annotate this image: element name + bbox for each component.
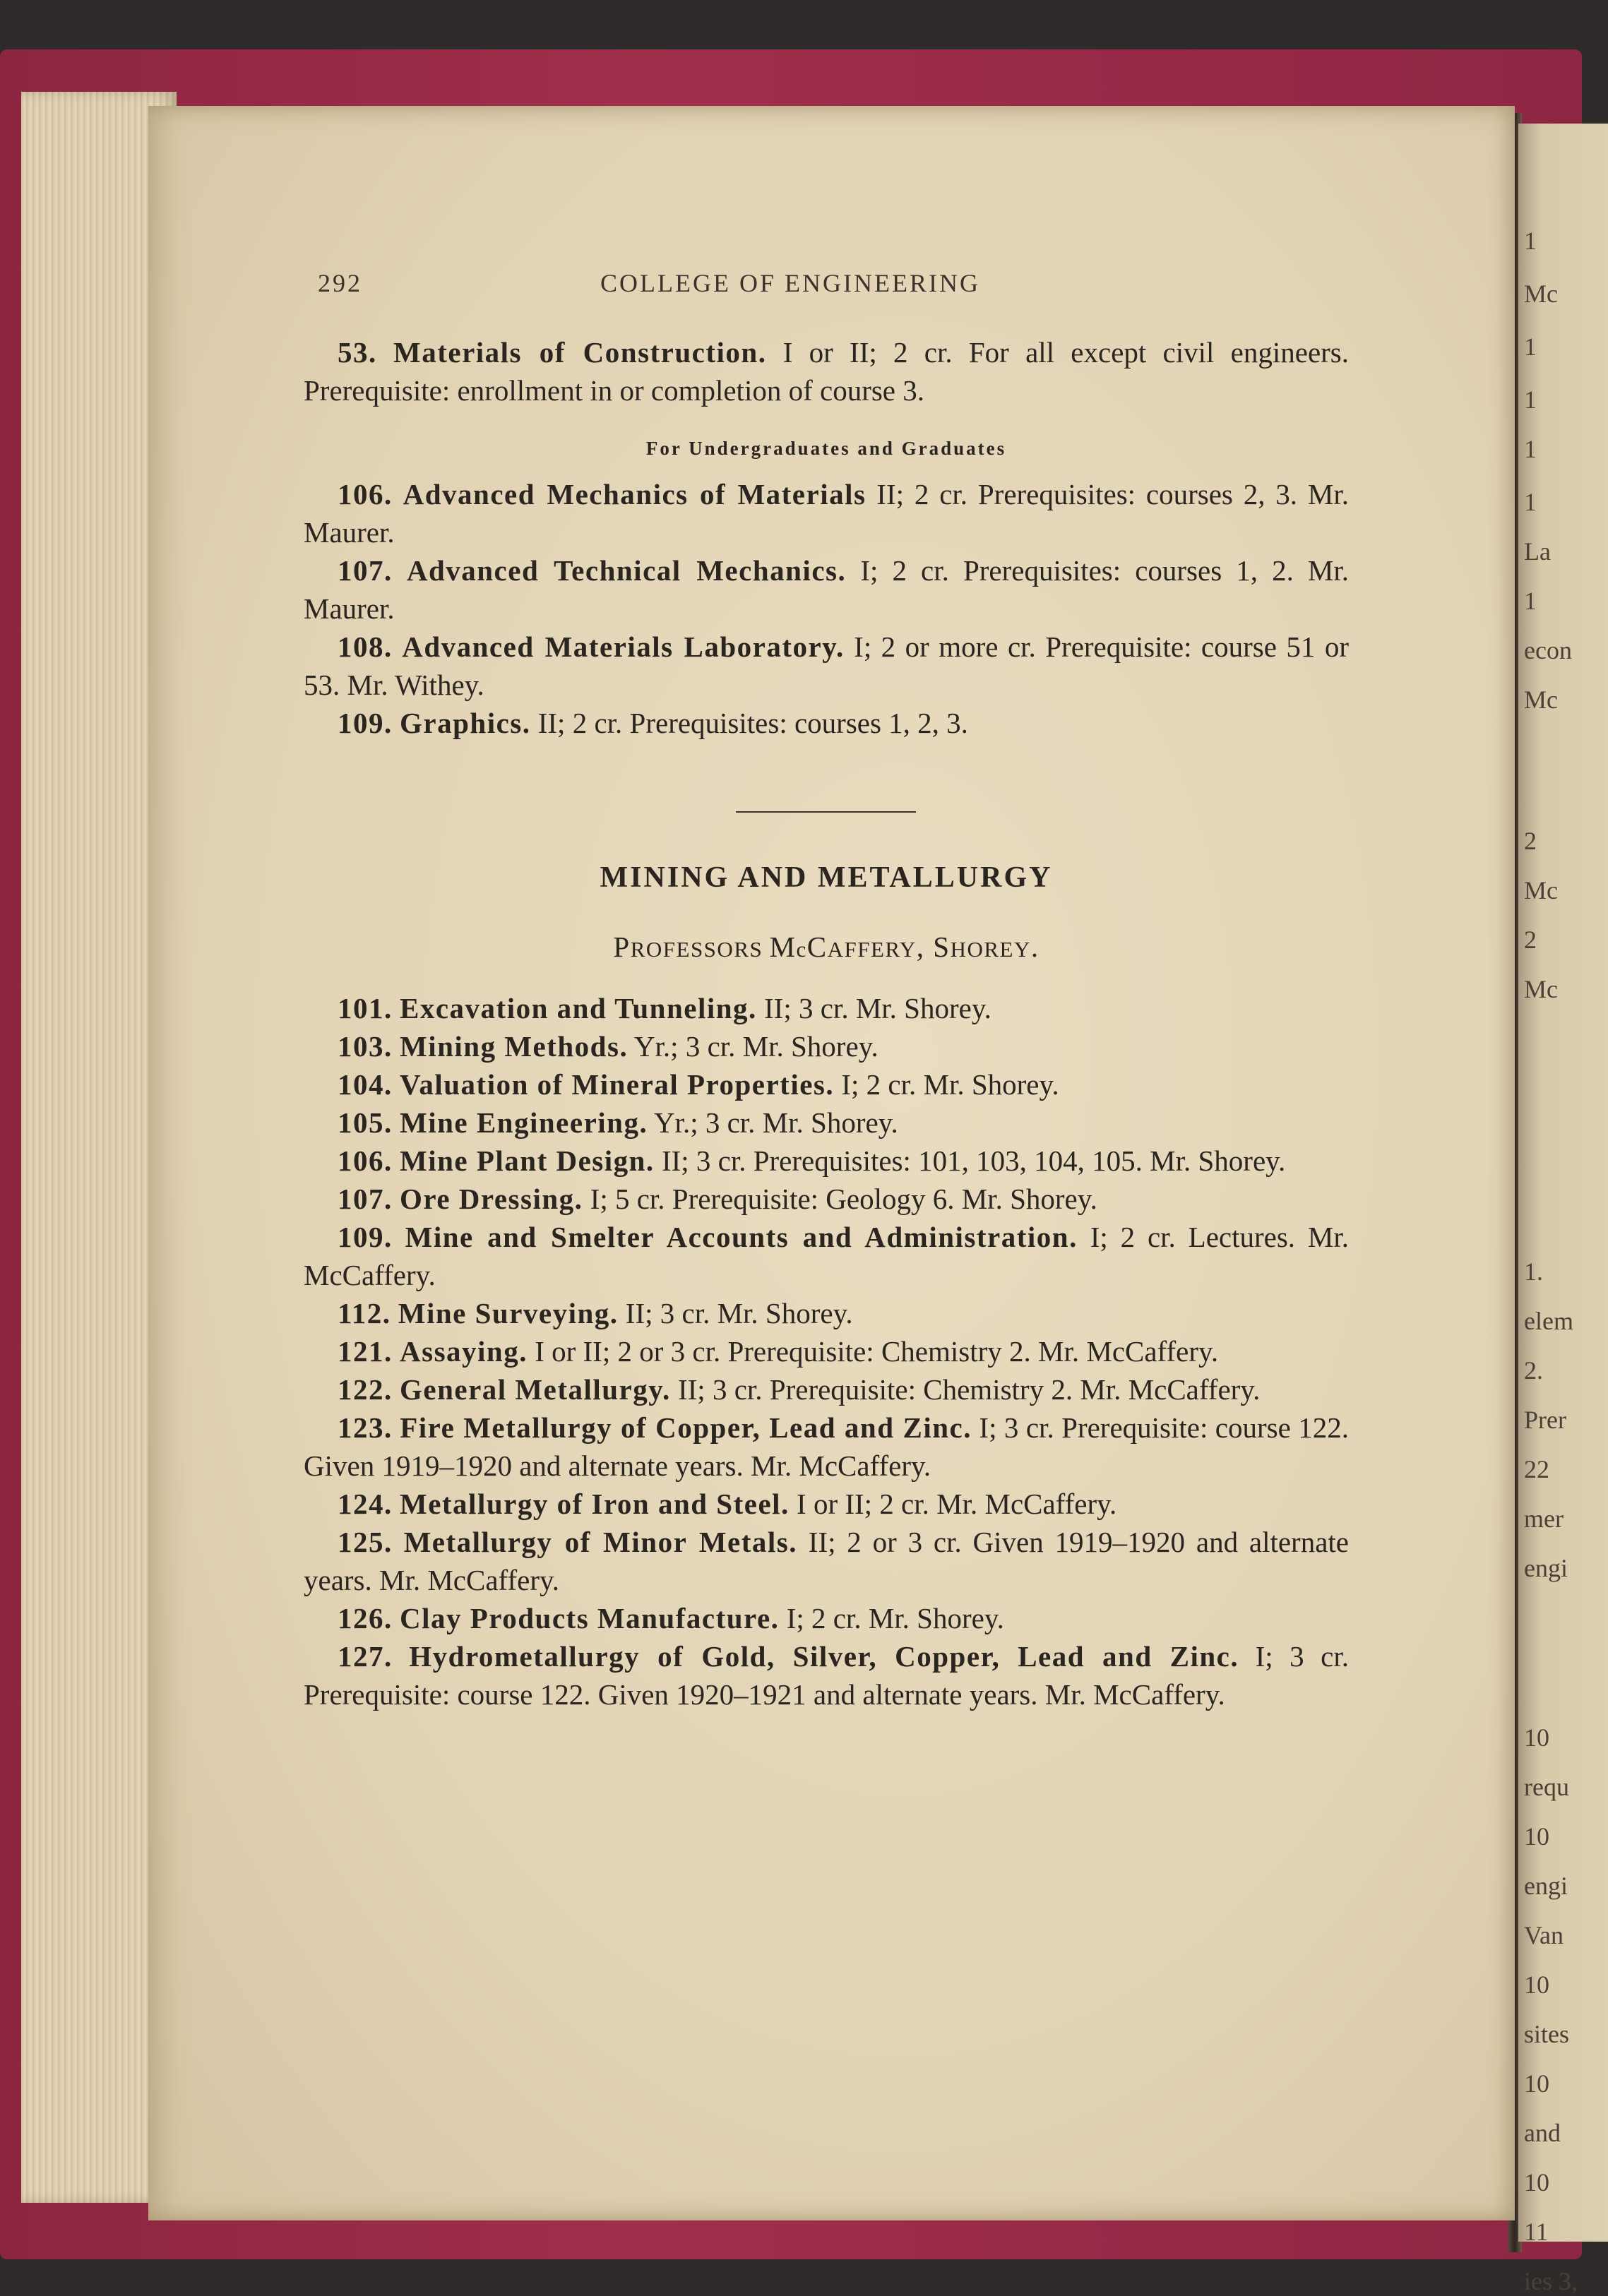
course-entry [304, 1065, 1349, 1104]
course-title: Valuation of Mineral Properties. [400, 1068, 835, 1101]
course-entry [304, 1104, 1349, 1142]
course-number: 107. [338, 1183, 393, 1215]
facing-page-fragment: Prer [1524, 1406, 1566, 1434]
course-entry [304, 704, 1349, 742]
course-number: 106. [338, 478, 393, 510]
course-title: Materials of Construction. [393, 336, 767, 369]
course-entry [304, 1180, 1349, 1218]
course-details: II; 3 cr. Mr. Shorey. [618, 1297, 853, 1329]
course-details: I or II; 2 or 3 cr. Prerequisite: Chemistry 2. Mr. McCaffery. [527, 1335, 1219, 1368]
course-entry [304, 628, 1349, 704]
section-divider [736, 811, 916, 813]
facing-page-fragment: Mc [1524, 975, 1558, 1003]
facing-page-fragment: 10 [1524, 1822, 1549, 1850]
course-number: 104. [338, 1068, 393, 1101]
course-entry [304, 1599, 1349, 1637]
facing-page-fragment: 10 [1524, 2069, 1549, 2098]
course-list-advanced [304, 475, 1349, 742]
course-title: Advanced Materials Laboratory. [402, 630, 845, 663]
course-number: 109. [338, 1221, 393, 1253]
facing-page-fragment: 22 [1524, 1455, 1549, 1483]
course-title: Mine Plant Design. [400, 1144, 655, 1177]
course-title: General Metallurgy. [400, 1373, 671, 1406]
course-details: I; 3 cr. Prerequisite: course 122. Given 1920–1921 and alternate years. Mr. McCaffery. [304, 1640, 1350, 1711]
facing-page-fragment: engi [1524, 1554, 1568, 1582]
course-title: Metallurgy of Iron and Steel. [400, 1488, 790, 1520]
course-title: Metallurgy of Minor Metals. [403, 1526, 797, 1558]
course-title: Clay Products Manufacture. [400, 1602, 780, 1634]
course-title: Excavation and Tunneling. [400, 992, 757, 1024]
course-title: Fire Metallurgy of Copper, Lead and Zinc. [400, 1411, 972, 1444]
course-details: I; 2 cr. Mr. Shorey. [779, 1602, 1004, 1634]
course-number: 127. [338, 1640, 393, 1673]
facing-page-fragment: econ [1524, 636, 1572, 664]
facing-page-fragment: 10 [1524, 1971, 1549, 1999]
course-details: I; 2 cr. Lectures. Mr. McCaffery. [304, 1221, 1349, 1291]
course-details: II; 3 cr. Mr. Shorey. [756, 992, 991, 1024]
course-title: Advanced Mechanics of Materials [403, 478, 866, 510]
course-details: I; 3 cr. Prerequisite: course 122. Given 1919–1920 and alternate years. Mr. McCaffery. [304, 1411, 1350, 1482]
course-number: 112. [338, 1297, 391, 1329]
course-details: II; 3 cr. Prerequisites: 101, 103, 104, 105. Mr. Shorey. [654, 1144, 1286, 1177]
facing-page-fragment: 1 [1524, 587, 1537, 615]
facing-page-fragment: sites [1524, 2020, 1570, 2048]
facing-page-fragment: ies 3, [1524, 2267, 1578, 2295]
facing-page-fragment: 10 [1524, 2168, 1549, 2196]
running-head [304, 268, 1349, 311]
course-number: 121. [338, 1335, 393, 1368]
facing-page-fragment: 1 [1524, 333, 1537, 361]
course-number: 122. [338, 1373, 393, 1406]
course-entry [304, 1332, 1349, 1370]
course-number: 108. [338, 630, 393, 663]
course-entry [304, 989, 1349, 1027]
facing-page-fragment: Mc [1524, 686, 1558, 714]
facing-page-fragment: 1 [1524, 385, 1537, 414]
course-number: 53. [338, 336, 377, 369]
facing-page-fragment: 2. [1524, 1356, 1543, 1385]
facing-page-fragment: elem [1524, 1307, 1573, 1335]
facing-page-fragment: engi [1524, 1872, 1568, 1900]
course-details: II; 2 cr. Prerequisites: courses 2, 3. Mr. Maurer. [304, 478, 1350, 549]
page-content [304, 268, 1349, 1714]
facing-page-fragment: 11 [1524, 2218, 1549, 2246]
course-entry [304, 1370, 1349, 1409]
course-title: Ore Dressing. [400, 1183, 583, 1215]
course-entry [304, 1294, 1349, 1332]
facing-page-fragment: mer [1524, 1505, 1564, 1533]
facing-page-fragment: La [1524, 537, 1551, 566]
facing-page-fragment: 1 [1524, 227, 1537, 255]
course-entry [304, 1218, 1349, 1294]
course-list-general [304, 333, 1349, 409]
course-title: Mine Surveying. [398, 1297, 619, 1329]
course-details: I; 2 cr. Mr. Shorey. [834, 1068, 1059, 1101]
course-details: I or II; 2 cr. Mr. McCaffery. [789, 1488, 1117, 1520]
course-entry [304, 1142, 1349, 1180]
course-number: 101. [338, 992, 393, 1024]
course-title: Advanced Technical Mechanics. [406, 554, 847, 587]
course-details: Yr.; 3 cr. Mr. Shorey. [648, 1106, 898, 1139]
course-details: II; 2 or 3 cr. Given 1919–1920 and alternate years. Mr. McCaffery. [304, 1526, 1349, 1596]
course-entry [304, 333, 1349, 409]
course-number: 123. [338, 1411, 393, 1444]
course-entry [304, 1409, 1349, 1485]
course-title: Mine and Smelter Accounts and Administration. [405, 1221, 1078, 1253]
course-entry [304, 1485, 1349, 1523]
course-details: II; 3 cr. Prerequisite: Chemistry 2. Mr. McCaffery. [670, 1373, 1261, 1406]
course-entry [304, 1027, 1349, 1065]
course-title: Hydrometallurgy of Gold, Silver, Copper, Lead and Zinc. [409, 1640, 1239, 1673]
section-title: MINING AND METALLURGY [600, 861, 1053, 894]
course-entry [304, 1637, 1349, 1714]
course-details: Yr.; 3 cr. Mr. Shorey. [628, 1030, 879, 1063]
facing-page-fragment: 1 [1524, 488, 1537, 516]
course-entry [304, 1523, 1349, 1599]
facing-page [1518, 124, 1608, 2295]
facing-page-fragment: 10 [1524, 1723, 1549, 1752]
facing-page-fragment: and [1524, 2119, 1561, 2147]
faculty-line: PROFESSORS McCAFFERY, SHOREY. [613, 931, 1040, 963]
course-entry [304, 475, 1349, 551]
running-title: COLLEGE OF ENGINEERING [600, 269, 980, 297]
course-number: 105. [338, 1106, 393, 1139]
course-title: Mine Engineering. [400, 1106, 648, 1139]
course-title: Assaying. [400, 1335, 528, 1368]
course-details: I; 5 cr. Prerequisite: Geology 6. Mr. Shorey. [583, 1183, 1097, 1215]
course-details: I; 2 cr. Prerequisites: courses 1, 2. Mr. Maurer. [304, 554, 1349, 625]
course-number: 107. [338, 554, 393, 587]
facing-page-fragment: 1. [1524, 1257, 1543, 1286]
facing-page-fragment: Mc [1524, 876, 1558, 904]
course-number: 109. [338, 707, 393, 739]
course-number: 106. [338, 1144, 393, 1177]
course-number: 125. [338, 1526, 393, 1558]
course-title: Mining Methods. [400, 1030, 629, 1063]
course-list-mining [304, 989, 1349, 1714]
course-number: 126. [338, 1602, 393, 1634]
course-details: II; 2 cr. Prerequisites: courses 1, 2, 3. [530, 707, 968, 739]
facing-page-fragment: 2 [1524, 926, 1537, 954]
facing-page-fragment: Van [1524, 1921, 1564, 1949]
subheading: For Undergraduates and Graduates [645, 438, 1007, 459]
facing-page-fragment: 2 [1524, 827, 1537, 855]
facing-page-fragment: 1 [1524, 435, 1537, 463]
page-number: 292 [318, 269, 362, 297]
course-number: 124. [338, 1488, 393, 1520]
course-details: I or II; 2 cr. For all except civil engineers. Prerequisite: enrollment in or completion of course 3. [304, 336, 1350, 407]
course-title: Graphics. [400, 707, 531, 739]
course-number: 103. [338, 1030, 393, 1063]
course-entry [304, 551, 1349, 628]
course-details: I; 2 or more cr. Prerequisite: course 51 or 53. Mr. Withey. [304, 630, 1349, 701]
facing-page-fragment: Mc [1524, 280, 1558, 308]
facing-page-fragment: requ [1524, 1773, 1569, 1801]
